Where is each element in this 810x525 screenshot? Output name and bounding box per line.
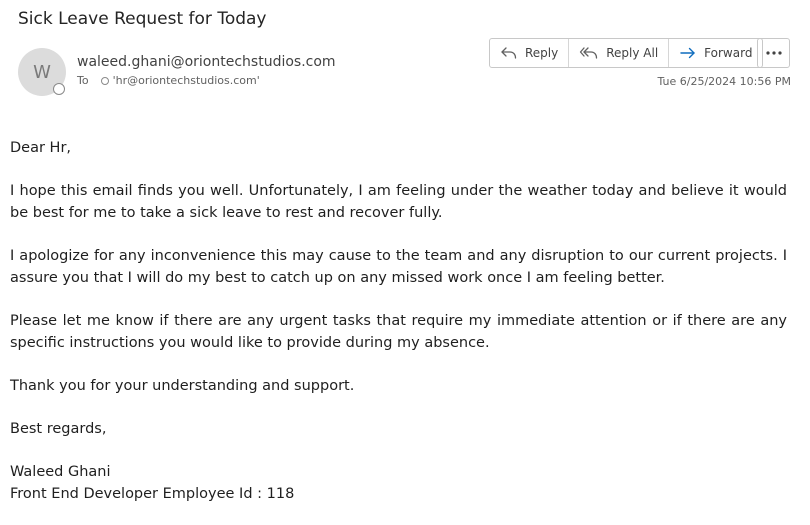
body-paragraph: I apologize for any inconvenience this may cause to the team and any disruption to our current projects. I assure you that I will do my best to catch up on any missed work once I am feeling better. [10,248,787,286]
closing: Best regards, [10,421,107,437]
more-actions-button[interactable] [757,38,790,68]
body-paragraph: Thank you for your understanding and support. [10,378,355,394]
forward-button[interactable] [669,39,762,67]
signature-name: Waleed Ghani [10,464,111,480]
presence-status-icon [53,83,65,95]
to-label: To [77,74,89,87]
forward-icon [679,45,697,61]
forward-label: Forward [704,46,753,60]
reply-all-icon [579,45,599,61]
greeting: Dear Hr, [10,140,72,156]
email-subject: Sick Leave Request for Today [18,9,267,29]
reply-label: Reply [525,46,559,60]
email-body [10,137,787,505]
avatar-initial: W [33,61,51,83]
sent-date: Tue 6/25/2024 10:56 PM [657,75,791,88]
sender-address[interactable]: waleed.ghani@oriontechstudios.com [77,54,336,70]
reply-button[interactable] [490,39,569,67]
recipient-presence-icon [101,77,109,85]
more-icon [766,51,782,55]
body-paragraph: Please let me know if there are any urgent tasks that require my immediate attention or if there are any specific instructions you would like to provide during my absence. [10,313,787,351]
body-paragraph: I hope this email finds you well. Unfortunately, I am feeling under the weather today and believe it would be best for me to take a sick leave to rest and recover fully. [10,183,787,221]
reply-all-button[interactable] [569,39,669,67]
recipient-line [77,74,260,87]
message-actions [489,38,763,68]
reply-all-label: Reply All [606,46,659,60]
reply-icon [500,45,518,61]
recipient-address[interactable]: 'hr@oriontechstudios.com' [112,74,260,87]
signature-title: Front End Developer Employee Id : 118 [10,486,295,502]
